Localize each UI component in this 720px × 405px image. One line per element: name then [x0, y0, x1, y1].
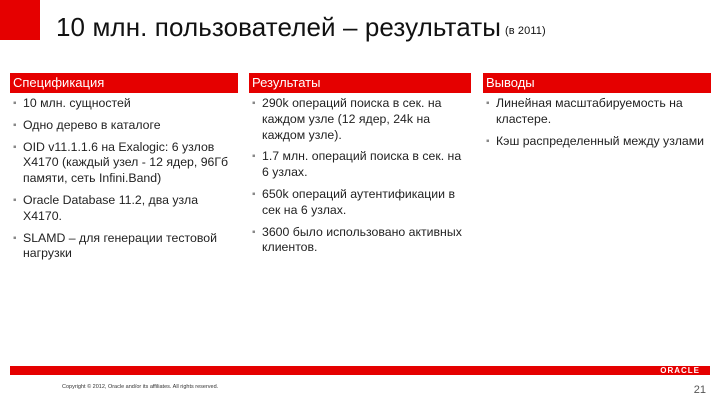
- list-item-text: 290k операций поиска в сек. на каждом узле (12 ядер, 24k на каждом узле).: [262, 96, 442, 142]
- bullet-list: [249, 96, 471, 256]
- list-item: [10, 118, 238, 134]
- list-item: [10, 231, 238, 263]
- list-item: [10, 96, 238, 112]
- page-title: [56, 12, 546, 43]
- bullet-icon: ▪: [252, 98, 256, 109]
- bullet-icon: ▪: [252, 226, 256, 238]
- list-item: [249, 149, 471, 181]
- title-accent-block: [0, 0, 40, 40]
- title-suffix: (в 2011): [505, 25, 546, 37]
- list-item: [249, 187, 471, 219]
- bullet-list: [10, 96, 238, 262]
- column-results: [249, 73, 471, 262]
- list-item-text: 1.7 млн. операций поиска в сек. на 6 узлах.: [262, 149, 462, 180]
- list-item-text: Одно дерево в каталоге: [23, 117, 161, 132]
- list-item-text: 650k операций аутентификации в сек на 6 узлах.: [262, 186, 455, 217]
- bullet-icon: ▪: [13, 119, 17, 131]
- title-main: 10 млн. пользователей – результаты: [56, 12, 502, 42]
- list-item: [249, 96, 471, 143]
- list-item-text: 10 млн. сущностей: [23, 96, 131, 110]
- bullet-icon: ▪: [13, 141, 17, 153]
- bullet-icon: ▪: [13, 232, 17, 244]
- column-specification: [10, 73, 238, 268]
- bullet-icon: ▪: [486, 135, 490, 147]
- list-item: [10, 140, 238, 187]
- column-header: Выводы: [483, 73, 711, 93]
- list-item: [249, 225, 471, 257]
- bullet-icon: ▪: [486, 98, 490, 109]
- footer-accent-bar: [10, 366, 710, 375]
- column-header: Результаты: [249, 73, 471, 93]
- column-conclusions: [483, 73, 711, 155]
- page-number: 21: [693, 384, 706, 396]
- list-item: [10, 193, 238, 225]
- list-item-text: Oracle Database 11.2, два узла X4170.: [23, 192, 199, 223]
- list-item-text: OID v11.1.1.6 на Exalogic: 6 узлов X4170 (каждый узел - 12 ядер, 96Гб памяти, сеть Infini.Band): [23, 139, 229, 186]
- list-item-text: SLAMD – для генерации тестовой нагрузки: [23, 230, 217, 261]
- oracle-logo: ORACLE: [660, 366, 700, 375]
- bullet-icon: ▪: [252, 151, 256, 163]
- bullet-icon: ▪: [252, 188, 256, 200]
- copyright-notice: Copyright © 2012, Oracle and/or its affiliates. All rights reserved.: [62, 384, 219, 390]
- bullet-icon: ▪: [13, 194, 17, 206]
- list-item-text: Линейная масштабируемость на кластере.: [496, 96, 683, 126]
- bullet-icon: ▪: [13, 98, 17, 109]
- bullet-list: [483, 96, 711, 149]
- column-header: Спецификация: [10, 73, 238, 93]
- list-item-text: Кэш распределенный между узлами: [496, 133, 705, 148]
- list-item: [483, 134, 711, 150]
- list-item: [483, 96, 711, 128]
- list-item-text: 3600 было использовано активных клиентов.: [262, 224, 462, 255]
